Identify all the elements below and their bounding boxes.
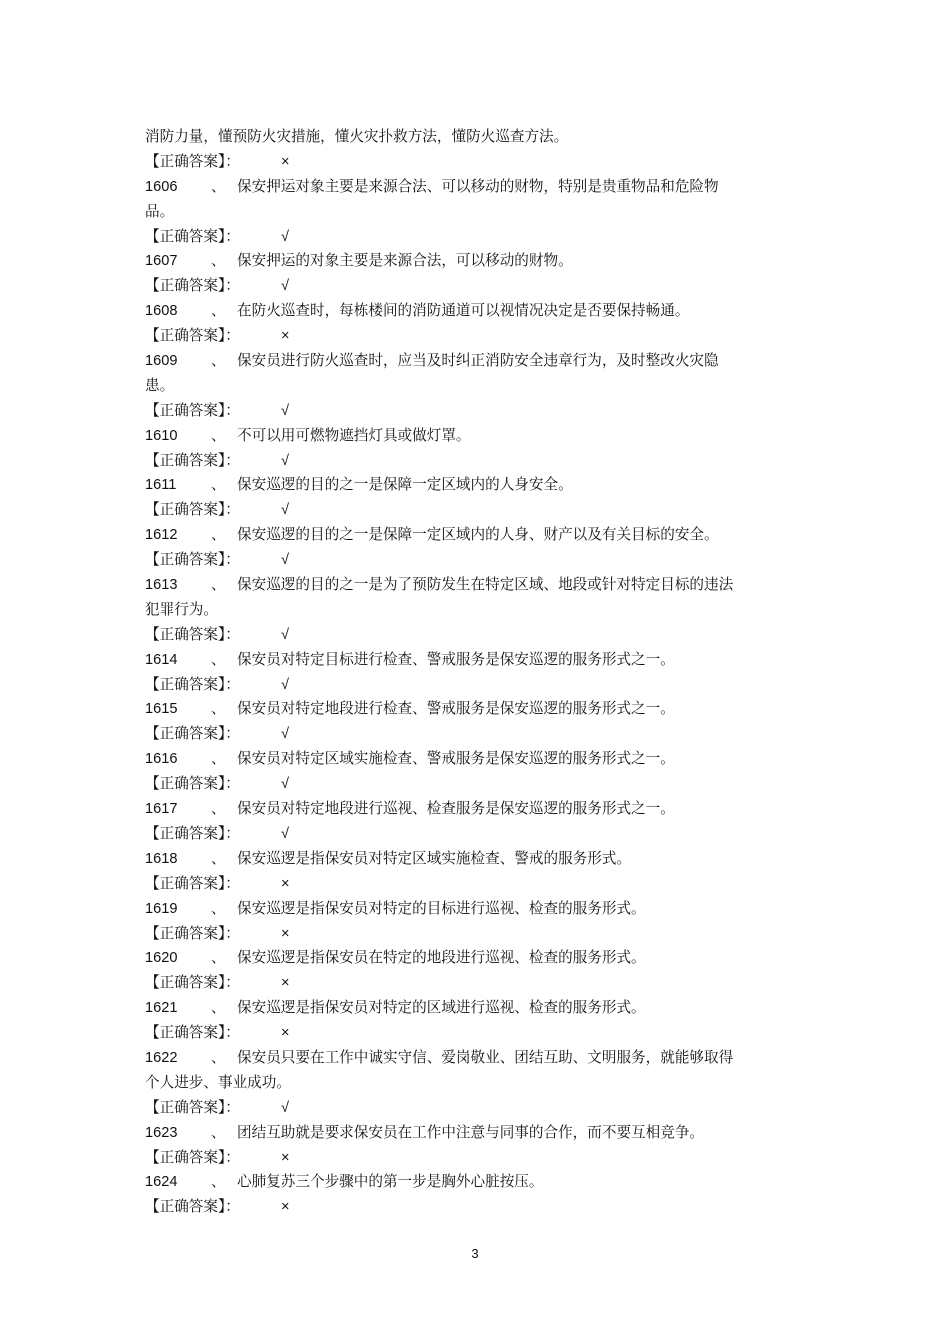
answer-value: × xyxy=(281,875,290,892)
answer-value: √ xyxy=(281,776,290,793)
answer-line xyxy=(145,872,815,897)
answer-label: 【正确答案】： xyxy=(145,1098,240,1116)
question-separator: 、 xyxy=(211,576,226,594)
question-item xyxy=(145,175,815,250)
answer-line xyxy=(145,971,815,996)
question-number: 1610 xyxy=(145,427,178,444)
answer-value: √ xyxy=(281,502,290,519)
answer-label: 【正确答案】： xyxy=(145,401,240,419)
question-line xyxy=(145,946,815,971)
question-line xyxy=(145,1046,815,1071)
question-number: 1614 xyxy=(145,651,178,668)
question-separator: 、 xyxy=(211,849,226,867)
answer-label: 【正确答案】： xyxy=(145,625,240,643)
question-item xyxy=(145,897,815,947)
answer-value: × xyxy=(281,328,290,345)
question-line xyxy=(145,797,815,822)
question-item xyxy=(145,424,815,474)
answer-line xyxy=(145,150,815,175)
answer-value: √ xyxy=(281,726,290,743)
question-line xyxy=(145,1170,815,1195)
question-separator: 、 xyxy=(211,526,226,544)
answer-value: √ xyxy=(281,228,290,245)
question-separator: 、 xyxy=(211,899,226,917)
answer-value: × xyxy=(281,1149,290,1166)
question-line xyxy=(145,523,815,548)
question-line xyxy=(145,648,815,673)
question-text: 保安押运对象主要是来源合法、可以移动的财物，特别是贵重物品和危险物 xyxy=(237,177,719,195)
question-item xyxy=(145,573,815,648)
answer-label: 【正确答案】： xyxy=(145,451,240,469)
question-text: 保安巡逻的目的之一是保障一定区域内的人身安全。 xyxy=(237,476,573,494)
question-item xyxy=(145,946,815,996)
question-separator: 、 xyxy=(211,800,226,818)
question-text: 团结互助就是要求保安员在工作中注意与同事的合作，而不要互相竞争。 xyxy=(237,1123,705,1141)
question-separator: 、 xyxy=(211,650,226,668)
answer-line xyxy=(145,623,815,648)
question-text: 保安员只要在工作中诚实守信、爱岗敬业、团结互助、文明服务，就能够取得 xyxy=(237,1048,734,1066)
question-separator: 、 xyxy=(211,949,226,967)
answer-line xyxy=(145,1195,815,1220)
question-separator: 、 xyxy=(211,177,226,195)
question-item xyxy=(145,747,815,797)
question-separator: 、 xyxy=(211,999,226,1017)
question-line xyxy=(145,697,815,722)
page-number: 3 xyxy=(471,1246,479,1261)
question-text-continuation: 患。 xyxy=(145,376,175,394)
answer-value: × xyxy=(281,1025,290,1042)
question-number: 1609 xyxy=(145,353,178,370)
question-number: 1623 xyxy=(145,1124,178,1141)
question-item xyxy=(145,299,815,349)
answer-value: √ xyxy=(281,402,290,419)
question-text: 保安押运的对象主要是来源合法，可以移动的财物。 xyxy=(237,252,573,270)
question-item xyxy=(145,523,815,573)
question-number: 1607 xyxy=(145,253,178,270)
answer-value: × xyxy=(281,1199,290,1216)
question-separator: 、 xyxy=(211,1123,226,1141)
question-item xyxy=(145,473,815,523)
answer-label: 【正确答案】： xyxy=(145,1024,240,1042)
question-number: 1611 xyxy=(145,477,177,494)
answer-value: √ xyxy=(281,552,290,569)
question-number: 1617 xyxy=(145,801,178,818)
answer-value: × xyxy=(281,975,290,992)
answer-value: √ xyxy=(281,825,290,842)
answer-label: 【正确答案】： xyxy=(145,1148,240,1166)
question-text: 保安员进行防火巡查时，应当及时纠正消防安全违章行为，及时整改火灾隐 xyxy=(237,352,719,370)
answer-value: √ xyxy=(281,676,290,693)
question-number: 1613 xyxy=(145,577,178,594)
question-line xyxy=(145,249,815,274)
question-line xyxy=(145,847,815,872)
question-line xyxy=(145,299,815,324)
question-number: 1615 xyxy=(145,701,178,718)
question-number: 1622 xyxy=(145,1049,178,1066)
question-number: 1619 xyxy=(145,900,178,917)
question-number: 1618 xyxy=(145,850,178,867)
answer-label: 【正确答案】： xyxy=(145,725,240,743)
question-line xyxy=(145,349,815,374)
answer-line xyxy=(145,722,815,747)
answer-label: 【正确答案】： xyxy=(145,775,240,793)
answer-label: 【正确答案】： xyxy=(145,501,240,519)
question-line xyxy=(145,897,815,922)
question-separator: 、 xyxy=(211,476,226,494)
question-separator: 、 xyxy=(211,252,226,270)
question-number: 1616 xyxy=(145,751,178,768)
question-number: 1621 xyxy=(145,1000,178,1017)
answer-line xyxy=(145,324,815,349)
answer-line xyxy=(145,1021,815,1046)
question-text: 保安巡逻的目的之一是为了预防发生在特定区域、地段或针对特定目标的违法 xyxy=(237,576,734,594)
question-line xyxy=(145,1121,815,1146)
question-line xyxy=(145,996,815,1021)
question-item xyxy=(145,697,815,747)
question-separator: 、 xyxy=(211,750,226,768)
question-text: 保安员对特定地段进行检查、警戒服务是保安巡逻的服务形式之一。 xyxy=(237,700,675,718)
question-separator: 、 xyxy=(211,700,226,718)
answer-value: × xyxy=(281,153,290,170)
answer-line xyxy=(145,673,815,698)
answer-value: √ xyxy=(281,1099,290,1116)
answer-label: 【正确答案】： xyxy=(145,874,240,892)
question-number: 1606 xyxy=(145,178,178,195)
question-item xyxy=(145,1121,815,1171)
question-item xyxy=(145,349,815,424)
answer-line xyxy=(145,399,815,424)
answer-line xyxy=(145,1146,815,1171)
question-item xyxy=(145,249,815,299)
question-text: 保安巡逻是指保安员对特定区域实施检查、警戒的服务形式。 xyxy=(237,849,632,867)
answer-value: √ xyxy=(281,626,290,643)
question-separator: 、 xyxy=(211,1048,226,1066)
question-number: 1624 xyxy=(145,1174,178,1191)
question-number: 1612 xyxy=(145,527,178,544)
question-number: 1620 xyxy=(145,950,178,967)
question-separator: 、 xyxy=(211,352,226,370)
question-item xyxy=(145,797,815,847)
question-text: 保安巡逻是指保安员对特定的目标进行巡视、检查的服务形式。 xyxy=(237,899,646,917)
question-text: 心肺复苏三个步骤中的第一步是胸外心脏按压。 xyxy=(237,1173,544,1191)
answer-value: √ xyxy=(281,278,290,295)
answer-line xyxy=(145,498,815,523)
question-text: 保安员对特定区域实施检查、警戒服务是保安巡逻的服务形式之一。 xyxy=(237,750,675,768)
answer-label: 【正确答案】： xyxy=(145,924,240,942)
question-text: 保安巡逻是指保安员在特定的地段进行巡视、检查的服务形式。 xyxy=(237,949,646,967)
question-text: 保安巡逻的目的之一是保障一定区域内的人身、财产以及有关目标的安全。 xyxy=(237,526,719,544)
answer-value: × xyxy=(281,925,290,942)
answer-label: 【正确答案】： xyxy=(145,227,240,245)
question-item xyxy=(145,1170,815,1220)
document-body xyxy=(145,125,815,1220)
answer-line xyxy=(145,1096,815,1121)
answer-label: 【正确答案】： xyxy=(145,824,240,842)
answer-label: 【正确答案】： xyxy=(145,277,240,295)
question-item xyxy=(145,648,815,698)
answer-line xyxy=(145,225,815,250)
answer-line xyxy=(145,922,815,947)
question-separator: 、 xyxy=(211,426,226,444)
question-separator: 、 xyxy=(211,302,226,320)
answer-label: 【正确答案】： xyxy=(145,1198,240,1216)
answer-line xyxy=(145,274,815,299)
question-text: 保安巡逻是指保安员对特定的区域进行巡视、检查的服务形式。 xyxy=(237,999,646,1017)
question-separator: 、 xyxy=(211,1173,226,1191)
question-list xyxy=(145,175,815,1220)
answer-label: 【正确答案】： xyxy=(145,974,240,992)
question-line xyxy=(145,424,815,449)
question-text: 保安员对特定目标进行检查、警戒服务是保安巡逻的服务形式之一。 xyxy=(237,650,675,668)
answer-line xyxy=(145,772,815,797)
question-number: 1608 xyxy=(145,303,178,320)
question-item xyxy=(145,1046,815,1121)
answer-line xyxy=(145,548,815,573)
answer-value: √ xyxy=(281,452,290,469)
question-line xyxy=(145,473,815,498)
question-line xyxy=(145,573,815,598)
question-text-continuation: 犯罪行为。 xyxy=(145,600,218,618)
answer-label: 【正确答案】： xyxy=(145,152,240,170)
question-line xyxy=(145,175,815,200)
answer-label: 【正确答案】： xyxy=(145,327,240,345)
question-text-continuation: 品。 xyxy=(145,202,175,220)
question-text-continuation: 个人进步、事业成功。 xyxy=(145,1073,291,1091)
intro-line: 消防力量，懂预防火灾措施，懂火灾扑救方法，懂防火巡查方法。 xyxy=(145,128,569,145)
question-item xyxy=(145,996,815,1046)
answer-label: 【正确答案】： xyxy=(145,551,240,569)
question-text: 不可以用可燃物遮挡灯具或做灯罩。 xyxy=(237,426,471,444)
answer-line xyxy=(145,822,815,847)
question-line xyxy=(145,747,815,772)
answer-label: 【正确答案】： xyxy=(145,675,240,693)
question-item xyxy=(145,847,815,897)
question-text: 保安员对特定地段进行巡视、检查服务是保安巡逻的服务形式之一。 xyxy=(237,800,675,818)
answer-line xyxy=(145,449,815,474)
question-text: 在防火巡查时，每栋楼间的消防通道可以视情况决定是否要保持畅通。 xyxy=(237,302,690,320)
